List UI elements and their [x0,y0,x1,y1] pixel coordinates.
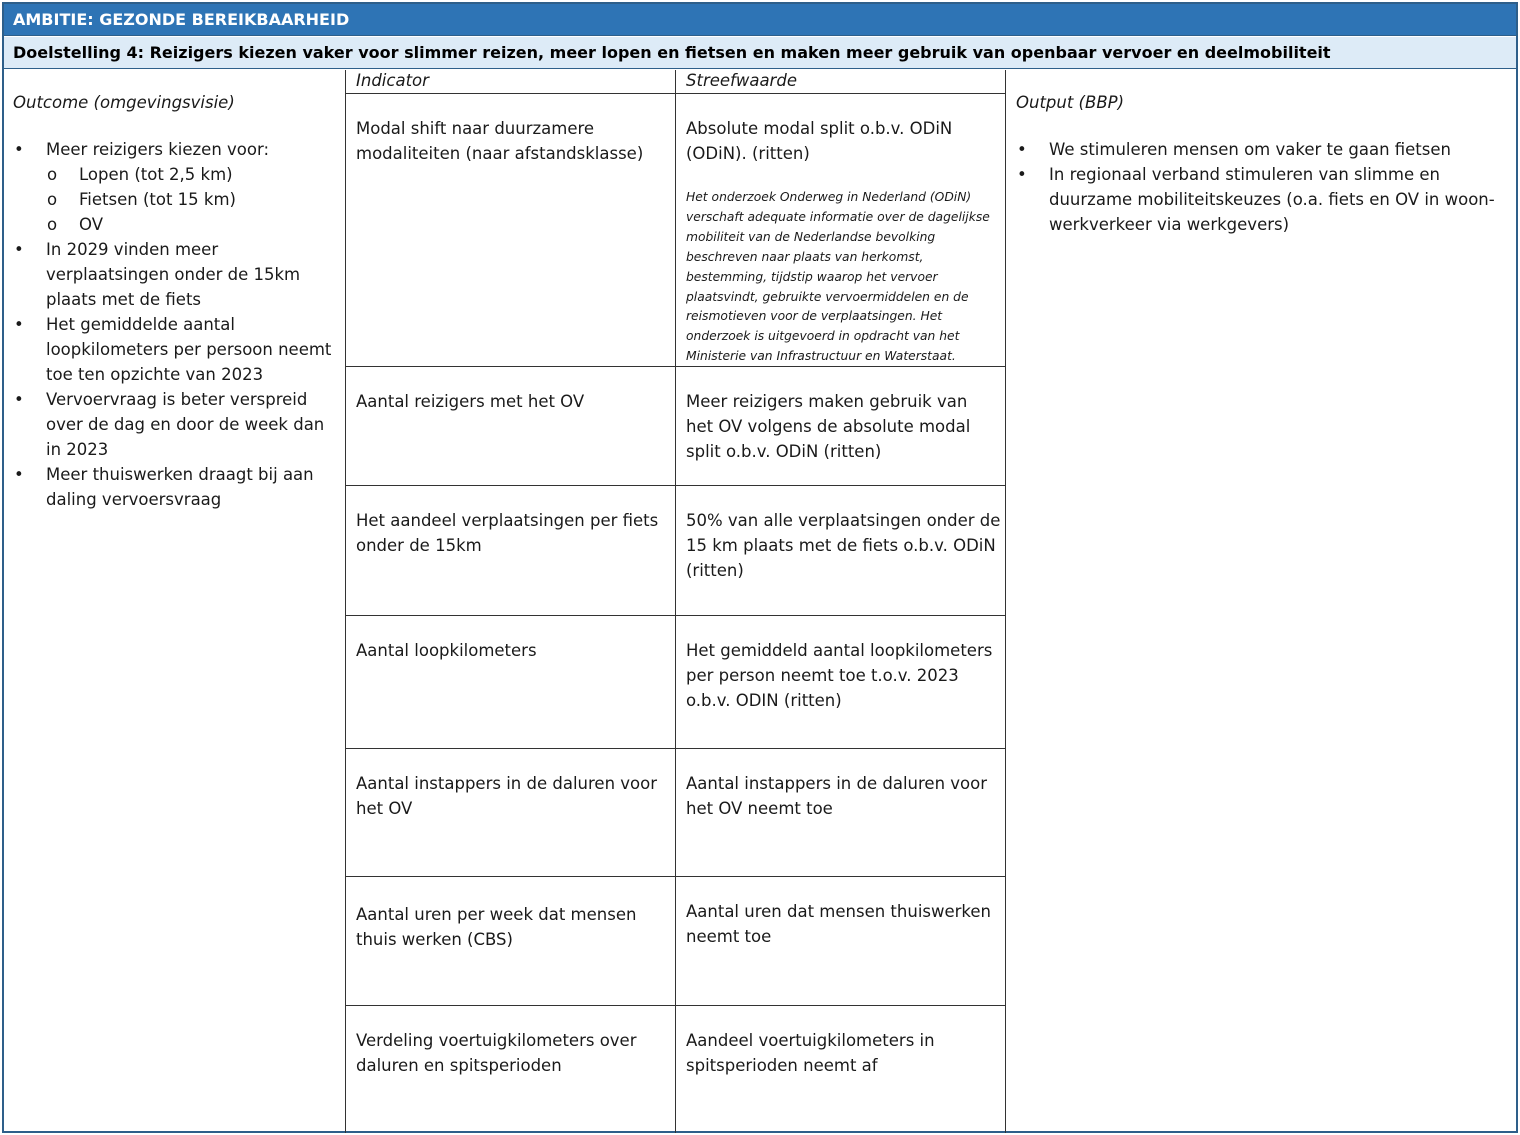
streefwaarde-cell: Aantal uren dat mensen thuiswerken neemt toe [686,902,992,946]
list-item: • In regionaal verband stimuleren van slimme en duurzame mobiliteitskeuzes (o.a. fiets en OV in woon-werkverkeer via werkgevers) [1016,162,1504,237]
list-item: • Vervoervraag is beter verspreid over de dag en door de week dan in 2023 [13,387,339,462]
odin-note: Het onderzoek Onderweg in Nederland (ODiN) verschaft adequate informatie over de dagelijkse mobiliteit van de Nederlandse bevolking beschreven naar plaats van herkomst, bestemming, tijdstip waarop het vervoer plaatsvindt, gebruikte vervoermiddelen en de reismotieven voor de verplaatsingen. Het onderzoek is uitgevoerd in opdracht van het Ministerie van Infrastructuur en Waterstaat. [686,190,990,364]
list-item: o Lopen (tot 2,5 km) [46,162,339,187]
indicator-header: Indicator [356,71,429,90]
streefwaarde-cell: Aandeel voertuigkilometers in spitsperioden neemt af [686,1031,935,1075]
list-item: • We stimuleren mensen om vaker te gaan fietsen [1016,137,1504,162]
divider [675,70,676,1133]
streefwaarde-cell: Absolute modal split o.b.v. ODiN (ODiN). (ritten) [686,119,953,163]
indicator-cell: Aantal loopkilometers [356,641,537,660]
divider [345,876,1006,877]
indicator-cell: Verdeling voertuigkilometers over daluren en spitsperioden [356,1031,637,1075]
outcome-cell [13,90,339,512]
divider [345,748,1006,749]
output-cell [1016,90,1504,237]
divider [345,93,1006,94]
outcome-title: Outcome (omgevingsvisie) [13,93,235,112]
divider [345,615,1006,616]
divider [345,70,346,1133]
indicator-cell: Modal shift naar duurzamere modaliteiten (naar afstandsklasse) [356,119,644,163]
streefwaarde-header: Streefwaarde [686,71,797,90]
doelstelling-header: Doelstelling 4: Reizigers kiezen vaker voor slimmer reizen, meer lopen en fietsen en maken meer gebruik van openbaar vervoer en deelmobiliteit [4,37,1516,69]
divider [345,1005,1006,1006]
list-item: o Fietsen (tot 15 km) [46,187,339,212]
indicator-cell: Aantal reizigers met het OV [356,392,585,411]
streefwaarde-cell: 50% van alle verplaatsingen onder de 15 km plaats met de fiets o.b.v. ODiN (ritten) [686,511,1001,580]
output-title: Output (BBP) [1016,93,1125,112]
list-item: • Het gemiddelde aantal loopkilometers per persoon neemt toe ten opzichte van 2023 [13,312,339,387]
output-list [1016,137,1504,237]
streefwaarde-cell: Het gemiddeld aantal loopkilometers per person neemt toe t.o.v. 2023 o.b.v. ODIN (ritten) [686,641,993,710]
outcome-list [13,137,339,512]
divider [1005,70,1006,1133]
list-item: o OV [46,212,339,237]
list-item: • Meer thuiswerken draagt bij aan daling vervoersvraag [13,462,339,512]
outcome-sublist [46,162,339,237]
ambitie-header: AMBITIE: GEZONDE BEREIKBAARHEID [4,4,1516,36]
indicator-cell: Aantal instappers in de daluren voor het OV [356,774,658,818]
streefwaarde-cell: Meer reizigers maken gebruik van het OV volgens de absolute modal split o.b.v. ODiN (ritten) [686,392,971,461]
list-item: • In 2029 vinden meer verplaatsingen onder de 15km plaats met de fiets [13,237,339,312]
indicator-cell: Het aandeel verplaatsingen per fiets onder de 15km [356,511,659,555]
streefwaarde-cell: Aantal instappers in de daluren voor het OV neemt toe [686,774,988,818]
indicator-cell: Aantal uren per week dat mensen thuis werken (CBS) [356,905,637,949]
list-item: • Meer reizigers kiezen voor: o Lopen (tot 2,5 km) o Fietsen (tot 15 km) o OV [13,137,339,237]
divider [345,485,1006,486]
goal-table [2,2,1518,1133]
